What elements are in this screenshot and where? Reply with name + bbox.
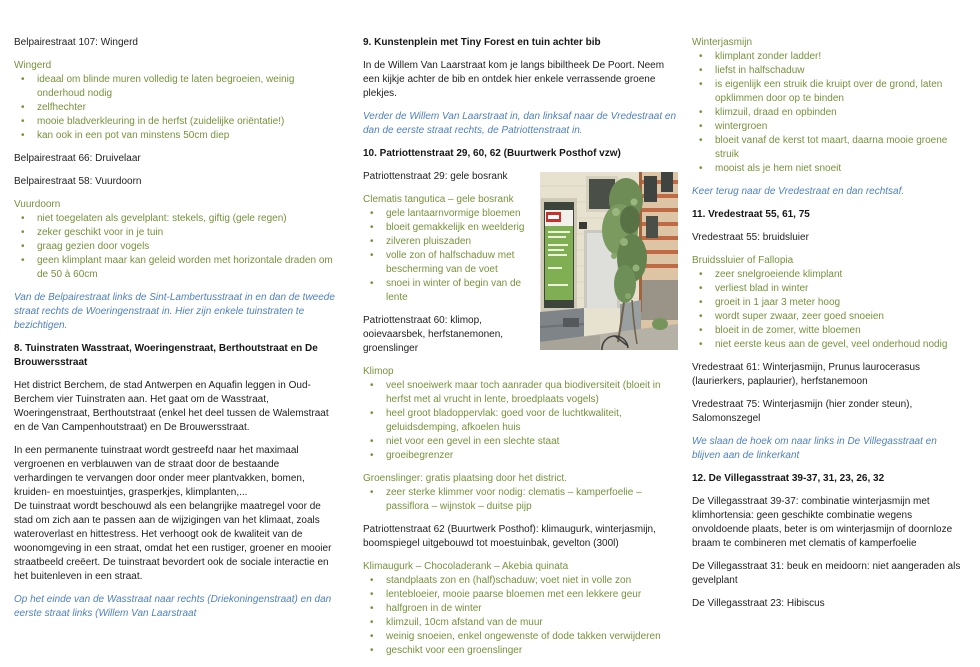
route-note: Van de Belpairestraat links de Sint-Lambertusstraat in en dan de tweede straat rechts de Woeringenstraat in. Hier zijn enkele tuinstraten te bezichtigen. xyxy=(14,292,335,331)
plant-bullet-list xyxy=(363,379,678,463)
street-label: De Villegasstraat 39-37: combinatie winterjasmijn met klimhortensia: geen geschikte combinatie wegens onvoldoende plaats, beter is om winterjasmijn of doornloze braam te combineren met clematis of kamperfoelie xyxy=(692,496,953,549)
bullet-item: • ideaal om blinde muren volledig te laten begroeien, weinig onderhoud nodig xyxy=(14,73,336,101)
plant-title: Groenslinger: gratis plaatsing door het district. xyxy=(363,473,567,484)
bullet-item: • geschikt voor een groenslinger xyxy=(363,644,678,658)
column-left xyxy=(14,36,336,630)
street-label: Vredestraat 55: bruidsluier xyxy=(692,232,809,243)
bullet-item: • niet voor een gevel in een slechte staat xyxy=(363,435,678,449)
bullet-item: • zilveren pluiszaden xyxy=(363,235,678,249)
paragraph: In de Willem Van Laarstraat kom je langs bibiltheek De Poort. Neem een kijkje achter de bib en ontdek hier enkele verrassende groene plekjes. xyxy=(363,60,665,99)
bullet-item: • groeibegrenzer xyxy=(363,449,678,463)
paragraph: De tuinstraat wordt beschouwd als een belangrijke maatregel voor de stad om zich aan te passen aan de wijzigingen van het klimaat, zoals wateroverlast en hittestress. Het verhoogt ook de kwaliteit van de woonomgeving in een straat, omdat het een rustiger, groener en mooier straatbeeld creëert. De tuinstraat bevordert ook de sociale interactie en het buitenleven in een straat. xyxy=(14,501,332,582)
bullet-item: • liefst in halfschaduw xyxy=(692,64,964,78)
column-middle xyxy=(363,36,678,667)
bullet-item: • heel groot bladoppervlak: goed voor de luchtkwaliteit, geluidsdemping, afkoelen huis xyxy=(363,407,678,435)
plant-info-section xyxy=(363,560,678,658)
bullet-item: • kan ook in een pot van minstens 50cm diep xyxy=(14,129,336,143)
bullet-item: • bloeit vanaf de kerst tot maart, daarna mooie groene struik xyxy=(692,134,964,162)
bullet-item: • bloeit gemakkelijk en weelderig xyxy=(363,221,678,235)
bullet-item: • groeit in 1 jaar 3 meter hoog xyxy=(692,296,964,310)
bullet-item: • zeer snelgroeiende klimplant xyxy=(692,268,964,282)
street-label: Vredestraat 75: Winterjasmijn (hier zonder steun), Salomonszegel xyxy=(692,399,913,424)
plant-title: Wingerd xyxy=(14,60,52,71)
paragraph: Het district Berchem, de stad Antwerpen en Aquafin leggen in Oud-Berchem vier Tuinstraten aan. Het gaat om de Wasstraat, Woeringenstraat, Berthoutstraat (enkel het deel tussen de Walemstraat en de Van Campenhoutstraat) en De Brouwersstraat. xyxy=(14,380,329,433)
bullet-item: • klimplant zonder ladder! xyxy=(692,50,964,64)
section-heading: 9. Kunstenplein met Tiny Forest en tuin achter bib xyxy=(363,37,601,48)
street-label: De Villegasstraat 31: beuk en meidoorn: niet aangeraden als gevelplant xyxy=(692,561,961,586)
plant-bullet-list xyxy=(692,50,964,176)
street-label: Belpairestraat 58: Vuurdoorn xyxy=(14,176,142,187)
route-note: Verder de Willem Van Laarstraat in, dan linksaf naar de Vredestraat en dan de eerste straat rechts, de Patriottenstraat in. xyxy=(363,111,677,136)
section-heading: 11. Vredestraat 55, 61, 75 xyxy=(692,209,810,220)
bullet-item: • gele lantaarnvormige bloemen xyxy=(363,207,678,221)
bullet-item: • niet eerste keus aan de gevel, veel onderhoud nodig xyxy=(692,338,964,352)
plant-title: Klimaugurk – Chocoladerank – Akebia quinata xyxy=(363,561,569,572)
plant-info-section xyxy=(692,254,964,352)
plant-info-section xyxy=(363,472,678,514)
bullet-item: • niet toegelaten als gevelplant: stekels, giftig (gele regen) xyxy=(14,212,336,226)
route-note: We slaan de hoek om naar links in De Villegasstraat en blijven aan de linkerkant xyxy=(692,436,937,461)
bullet-item: • mooist als je hem niet snoeit xyxy=(692,162,964,176)
bullet-item: • veel snoeiwerk maar toch aanrader qua biodiversiteit (bloeit in herfst met al vrucht in lente, broedplaats vogels) xyxy=(363,379,678,407)
bullet-item: • is eigenlijk een struik die kruipt over de grond, laten opklimmen door op te binden xyxy=(692,78,964,106)
plant-title: Klimop xyxy=(363,366,394,377)
bullet-item: • halfgroen in de winter xyxy=(363,602,678,616)
plant-bullet-list xyxy=(692,268,964,352)
plant-info-section xyxy=(363,365,678,463)
bullet-item: • snoei in winter of begin van de lente xyxy=(363,277,678,305)
plant-info-section xyxy=(692,36,964,176)
plant-bullet-list xyxy=(363,574,678,658)
route-note: Keer terug naar de Vredestraat en dan rechtsaf. xyxy=(692,186,905,197)
street-label: Patriottenstraat 62 (Buurtwerk Posthof): klimaugurk, winterjasmijn, boomspiegel uitgebouwd tot moestuinbak, gevelton (300l) xyxy=(363,524,656,549)
bullet-item: • klimzuil, 10cm afstand van de muur xyxy=(363,616,678,630)
bullet-item: • zeer sterke klimmer voor nodig: clematis – kamperfoelie – passiflora – wijnstok – duitse pijp xyxy=(363,486,678,514)
section-heading: 12. De Villegasstraat 39-37, 31, 23, 26, 32 xyxy=(692,473,885,484)
plant-info-section xyxy=(363,193,678,305)
plant-bullet-list xyxy=(14,73,336,143)
bullet-item: • bloeit in de zomer, witte bloemen xyxy=(692,324,964,338)
section-heading: 8. Tuinstraten Wasstraat, Woeringenstraat, Berthoutstraat en De Brouwersstraat xyxy=(14,343,318,368)
bullet-item: • graag gezien door vogels xyxy=(14,240,336,254)
plant-title: Clematis tangutica – gele bosrank xyxy=(363,194,514,205)
route-note: Op het einde van de Wasstraat naar rechts (Driekoningenstraat) en dan eerste straat links (Willem Van Laarstraat xyxy=(14,594,332,619)
bullet-item: • lentebloeier, mooie paarse bloemen met een lekkere geur xyxy=(363,588,678,602)
bullet-item: • wordt super zwaar, zeer goed snoeien xyxy=(692,310,964,324)
street-label: Belpairestraat 107: Wingerd xyxy=(14,37,138,48)
plant-bullet-list xyxy=(14,212,336,282)
plant-bullet-list xyxy=(363,486,678,514)
bullet-item: • volle zon of halfschaduw met bescherming van de voet xyxy=(363,249,678,277)
bullet-item: • klimzuil, draad en opbinden xyxy=(692,106,964,120)
street-label: Vredestraat 61: Winterjasmijn, Prunus laurocerasus (laurierkers, paplaurier), herfstanemoon xyxy=(692,362,921,387)
bullet-item: • wintergroen xyxy=(692,120,964,134)
plant-info-section xyxy=(14,198,336,282)
bullet-item: • geen klimplant maar kan geleid worden met horizontale draden om de 50 à 60cm xyxy=(14,254,336,282)
bullet-item: • zeker geschikt voor in je tuin xyxy=(14,226,336,240)
street-label: De Villegasstraat 23: Hibiscus xyxy=(692,598,825,609)
plant-info-section xyxy=(14,59,336,143)
bullet-item: • mooie bladverkleuring in de herfst (zuidelijke oriëntatie!) xyxy=(14,115,336,129)
section-heading: 10. Patriottenstraat 29, 60, 62 (Buurtwerk Posthof vzw) xyxy=(363,148,621,159)
bullet-item: • weinig snoeien, enkel ongewenste of dode takken verwijderen xyxy=(363,630,678,644)
bullet-item: • standplaats zon en (half)schaduw; voet niet in volle zon xyxy=(363,574,678,588)
bullet-item: • zelfhechter xyxy=(14,101,336,115)
column-right xyxy=(692,36,964,620)
street-label: Patriottenstraat 29: gele bosrank xyxy=(363,171,508,182)
street-label: Patriottenstraat 60: klimop, ooievaarsbek, herfstanemonen, groenslinger xyxy=(363,315,504,354)
paragraph: In een permanente tuinstraat wordt gestreefd naar het maximaal vergroenen en verblauwen van de straat door de bestaande verhardingen te vervangen door onder meer plantvakken, bomen, kruiden- en moestuintjes, grasperkjes, klimplanten,... xyxy=(14,445,305,498)
plant-title: Bruidssluier of Fallopia xyxy=(692,255,794,266)
plant-bullet-list xyxy=(363,207,678,305)
street-label: Belpairestraat 66: Druivelaar xyxy=(14,153,141,164)
bullet-item: • verliest blad in winter xyxy=(692,282,964,296)
plant-title: Winterjasmijn xyxy=(692,37,753,48)
plant-title: Vuurdoorn xyxy=(14,199,61,210)
